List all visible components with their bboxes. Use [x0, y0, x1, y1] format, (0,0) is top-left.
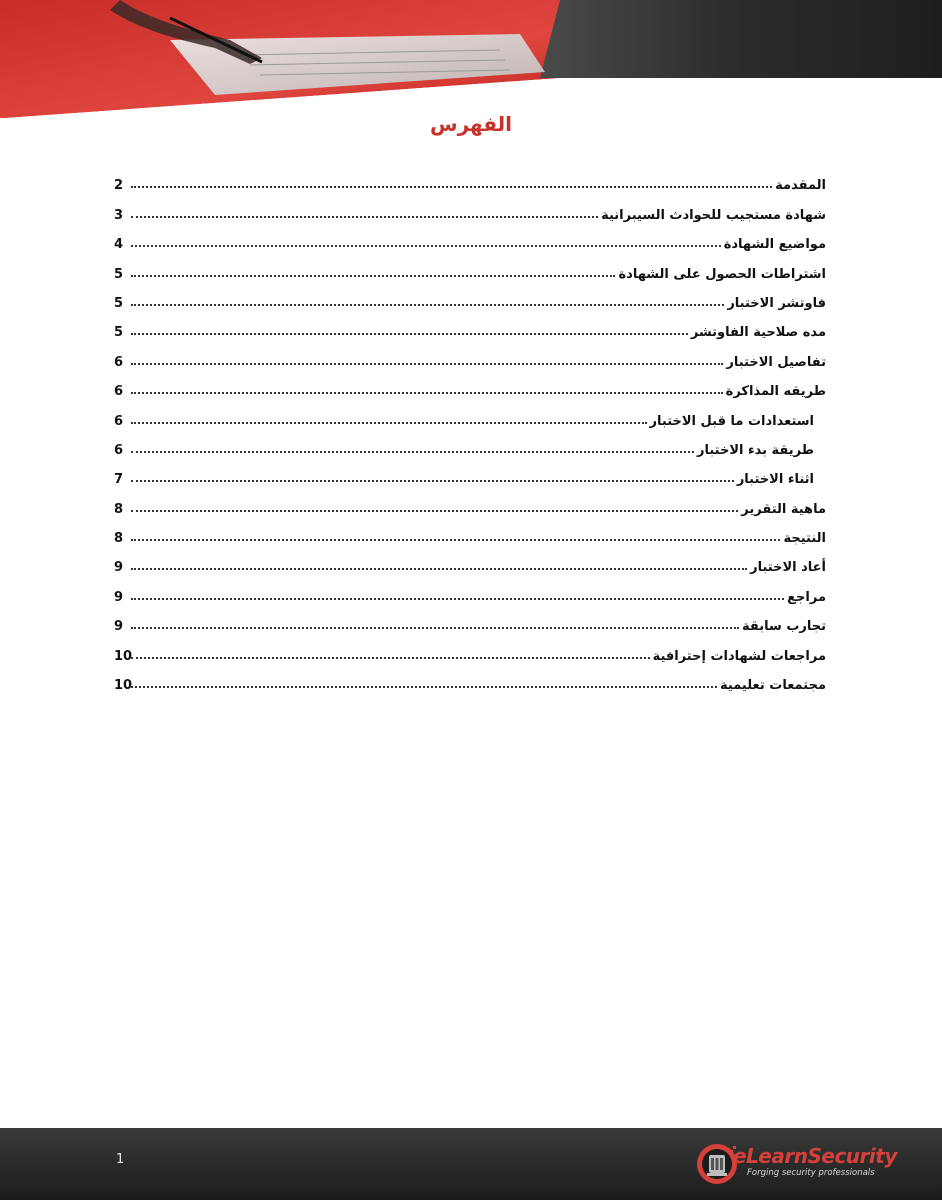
toc-entry[interactable]	[114, 286, 826, 315]
toc-entry[interactable]	[114, 197, 826, 226]
logo-wordmark: eLearnSecurity	[733, 1144, 897, 1168]
toc-dot-leader	[131, 627, 739, 629]
toc-entry-page-number: 8	[114, 501, 124, 517]
toc-entry-label: استعدادات ما قبل الاختبار	[649, 413, 814, 429]
toc-dot-leader	[131, 657, 650, 659]
toc-entry[interactable]	[114, 344, 826, 373]
toc-entry-page-number: 5	[114, 295, 124, 311]
toc-entry[interactable]	[114, 491, 826, 520]
toc-entry-page-number: 10	[114, 678, 133, 694]
elearnsecurity-logo	[695, 1140, 920, 1186]
toc-entry-label: طريقه المذاكرة	[725, 384, 826, 400]
toc-entry-label: مراجع	[787, 589, 826, 605]
toc-entry-page-number: 9	[114, 589, 124, 605]
toc-entry-page-number: 9	[114, 560, 124, 576]
toc-entry[interactable]	[114, 256, 826, 285]
toc-entry-label: أعاد الاختبار	[750, 560, 826, 576]
toc-entry-label: مواضيع الشهادة	[723, 237, 826, 253]
toc-dot-leader	[131, 392, 723, 394]
toc-entry-page-number: 4	[114, 237, 124, 253]
toc-dot-leader	[131, 480, 734, 482]
toc-entry-label: تفاصيل الاختبار	[726, 354, 826, 370]
toc-entry-page-number: 6	[114, 384, 124, 400]
toc-entry[interactable]	[114, 579, 826, 608]
toc-dot-leader	[131, 216, 598, 218]
toc-entry-page-number: 9	[114, 619, 124, 635]
toc-entry-label: شهادة مستجيب للحوادث السيبرانية	[601, 207, 826, 223]
header-banner	[0, 0, 942, 120]
toc-entry[interactable]	[114, 374, 826, 403]
toc-dot-leader	[131, 539, 780, 541]
toc-dot-leader	[131, 510, 738, 512]
toc-entry[interactable]	[114, 168, 826, 197]
toc-entry[interactable]	[114, 550, 826, 579]
toc-entry[interactable]	[114, 462, 826, 491]
toc-dot-leader	[131, 186, 772, 188]
toc-entry-page-number: 5	[114, 266, 124, 282]
toc-dot-leader	[131, 363, 723, 365]
toc-dot-leader	[131, 598, 784, 600]
toc-dot-leader	[131, 304, 724, 306]
toc-entry-page-number: 6	[114, 413, 124, 429]
toc-entry[interactable]	[114, 609, 826, 638]
toc-entry-page-number: 3	[114, 207, 124, 223]
toc-entry[interactable]	[114, 315, 826, 344]
toc-entry-label: تجارب سابقة	[742, 619, 826, 635]
toc-dot-leader	[131, 568, 747, 570]
toc-entry-page-number: 10	[114, 648, 133, 664]
toc-entry[interactable]	[114, 638, 826, 667]
toc-dot-leader	[131, 245, 721, 247]
toc-entry-label: المقدمة	[775, 178, 826, 194]
header-banner-graphic	[0, 0, 942, 120]
toc-entry-page-number: 7	[114, 472, 124, 488]
toc-dot-leader	[131, 451, 694, 453]
toc-entry-label: طريقة بدء الاختبار	[696, 442, 814, 458]
toc-entry-page-number: 6	[114, 442, 124, 458]
toc-entry-label: مجتمعات تعليمية	[720, 678, 826, 694]
toc-entry-page-number: 8	[114, 531, 124, 547]
page-number: 1	[116, 1152, 125, 1167]
toc-entry-page-number: 5	[114, 325, 124, 341]
footer-bar	[0, 1128, 942, 1200]
toc-entry-label: النتيجة	[783, 531, 826, 547]
toc-entry-label: اشتراطات الحصول على الشهادة	[618, 266, 826, 282]
toc-entry[interactable]	[114, 521, 826, 550]
toc-entry-page-number: 6	[114, 354, 124, 370]
toc-entry-page-number: 2	[114, 178, 124, 194]
toc-entry[interactable]	[114, 227, 826, 256]
toc-dot-leader	[131, 686, 717, 688]
toc-entry-label: مراجعات لشهادات إحترافية	[652, 648, 826, 664]
toc-dot-leader	[131, 422, 647, 424]
toc-entry-label: ماهية التقرير	[741, 501, 826, 517]
toc-entry-label: فاوتشر الاختبار	[727, 295, 826, 311]
toc-dot-leader	[131, 333, 688, 335]
toc-dot-leader	[131, 275, 615, 277]
toc-entry[interactable]	[114, 433, 826, 462]
logo-tagline: Forging security professionals	[747, 1168, 875, 1178]
toc-entry[interactable]	[114, 668, 826, 697]
toc-title: الفهرس	[429, 112, 512, 136]
toc-entry[interactable]	[114, 403, 826, 432]
table-of-contents	[114, 168, 826, 697]
toc-entry-label: مده صلاحية الفاوتشر	[690, 325, 826, 341]
toc-entry-label: اثناء الاختبار	[736, 472, 814, 488]
